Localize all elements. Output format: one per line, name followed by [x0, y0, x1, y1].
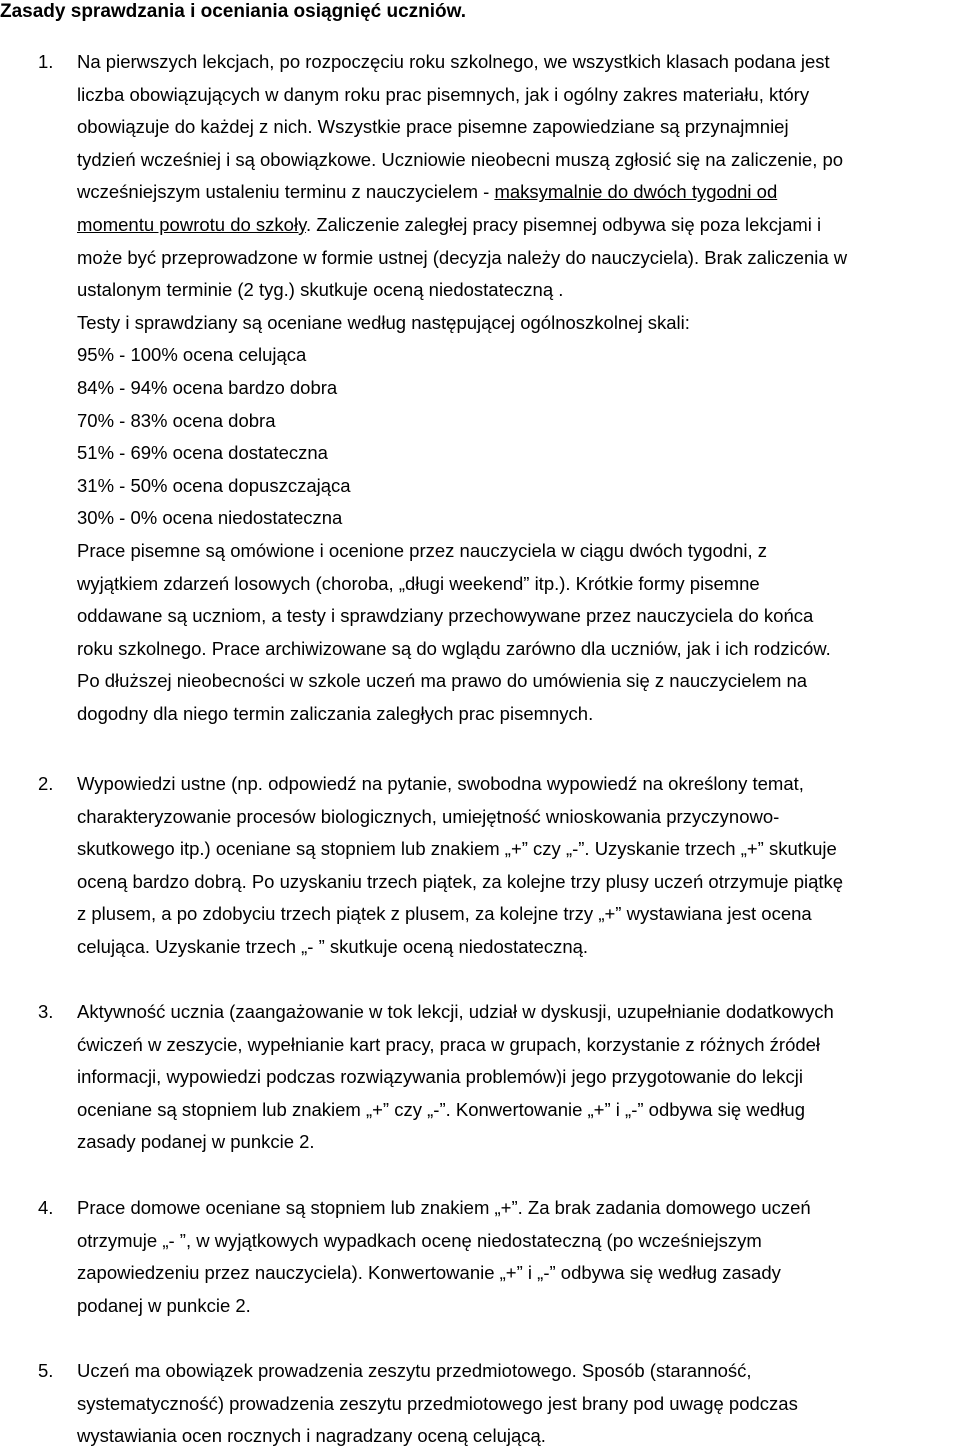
text-line: dogodny dla niego termin zaliczania zaległych prac pisemnych. [77, 702, 594, 724]
item-number: 3. [38, 1001, 54, 1022]
text-line: zapowiedzeniu przez nauczyciela). Konwertowanie „+” i „-” odbywa się według zasady [77, 1262, 781, 1284]
item-number: 4. [38, 1197, 54, 1218]
grade-scale-row: 31% - 50% ocena dopuszczająca [77, 474, 351, 496]
text-line: oceną bardzo dobrą. Po uzyskaniu trzech piątek, za kolejne trzy plusy uczeń otrzymuje piątkę [77, 870, 844, 892]
text-line: otrzymuje „- ”, w wyjątkowych wypadkach ocenę niedostateczną (po wcześniejszym [77, 1229, 762, 1251]
text-line: wystawiania ocen rocznych i nagradzany oceną celującą. [77, 1425, 546, 1447]
document-title: Zasady sprawdzania i oceniania osiągnięć uczniów. [0, 1, 466, 22]
item-number: 5. [38, 1360, 54, 1381]
text-line: może być przeprowadzone w formie ustnej (decyzja należy do nauczyciela). Brak zaliczenia w [77, 246, 848, 268]
text-line: Po dłuższej nieobecności w szkole uczeń ma prawo do umówienia się z nauczycielem na [77, 670, 808, 692]
text-line: Uczeń ma obowiązek prowadzenia zeszytu przedmiotowego. Sposób (staranność, [77, 1360, 752, 1381]
text-line: skutkowego itp.) oceniane są stopniem lub znakiem „+” czy „-”. Uzyskanie trzech „+” skutkuje [77, 838, 837, 860]
item-text [77, 46, 956, 730]
text-line: liczba obowiązujących w danym roku prac pisemnych, jak i ogólny zakres materiału, który [77, 83, 810, 105]
text-line: systematyczność) prowadzenia zeszytu przedmiotowego jest brany pod uwagę podczas [77, 1392, 798, 1414]
text-line: ustalonym terminie (2 tyg.) skutkuje oceną niedostateczną . [77, 279, 564, 301]
text-line: celująca. Uzyskanie trzech „- ” skutkuje oceną niedostateczną. [77, 935, 589, 957]
grade-scale-row: 51% - 69% ocena dostateczna [77, 442, 328, 464]
text-line: Prace domowe oceniane są stopniem lub znakiem „+”. Za brak zadania domowego uczeń [77, 1197, 811, 1218]
text-line: Aktywność ucznia (zaangażowanie w tok lekcji, udział w dyskusji, uzupełnianie dodatkowych [77, 1001, 834, 1022]
text-line: z plusem, a po zdobyciu trzech piątek z plusem, za kolejne trzy „+” wystawiana jest ocena [77, 903, 812, 925]
text-line: Wypowiedzi ustne (np. odpowiedź na pytanie, swobodna wypowiedź na określony temat, [77, 773, 804, 794]
item-text [77, 1355, 956, 1453]
text-line: charakteryzowanie procesów biologicznych, umiejętność wnioskowania przyczynowo- [77, 805, 780, 827]
grade-scale-row: 84% - 94% ocena bardzo dobra [77, 376, 338, 398]
text-line: oddawane są uczniom, a testy i sprawdziany przechowywane przez nauczyciela do końca [77, 605, 814, 627]
text-line: ćwiczeń w zeszycie, wypełnianie kart pracy, praca w grupach, korzystanie z różnych źródeł [77, 1033, 821, 1055]
text-line [77, 176, 956, 209]
item-number: 2. [38, 773, 54, 794]
item-text [77, 996, 956, 1159]
text-line: Prace pisemne są omówione i ocenione przez nauczyciela w ciągu dwóch tygodni, z [77, 539, 768, 561]
text-line [77, 209, 956, 242]
grade-scale-row: 95% - 100% ocena celująca [77, 344, 307, 366]
text-line: informacji, wypowiedzi podczas rozwiązywania problemów)i jego przygotowanie do lekcji [77, 1066, 803, 1088]
underlined-text: maksymalnie do dwóch tygodni od [494, 181, 778, 203]
grade-scale-row: 70% - 83% ocena dobra [77, 409, 276, 431]
text-line: obowiązuje do każdej z nich. Wszystkie prace pisemne zapowiedziane są przynajmniej [77, 116, 789, 138]
text-segment: wcześniejszym ustaleniu terminu z nauczycielem - [77, 181, 490, 203]
text-line: tydzień wcześniej i są obowiązkowe. Uczniowie nieobecni muszą zgłosić się na zaliczenie, po [77, 148, 844, 170]
text-line: Na pierwszych lekcjach, po rozpoczęciu roku szkolnego, we wszystkich klasach podana jest [77, 51, 830, 72]
item-number: 1. [38, 51, 54, 72]
text-line: podanej w punkcie 2. [77, 1294, 251, 1316]
text-line: oceniane są stopniem lub znakiem „+” czy „-”. Konwertowanie „+” i „-” odbywa się według [77, 1098, 805, 1120]
text-line: zasady podanej w punkcie 2. [77, 1131, 315, 1153]
item-text [77, 768, 956, 964]
item-text [77, 1192, 956, 1322]
text-line: wyjątkiem zdarzeń losowych (choroba, „długi weekend” itp.). Krótkie formy pisemne [77, 572, 760, 594]
text-line: roku szkolnego. Prace archiwizowane są do wglądu zarówno dla uczniów, jak i ich rodziców. [77, 637, 831, 659]
underlined-text: momentu powrotu do szkoły [77, 213, 306, 235]
text-line: Testy i sprawdziany są oceniane według następującej ogólnoszkolnej skali: [77, 311, 690, 333]
grade-scale-row: 30% - 0% ocena niedostateczna [77, 507, 343, 529]
text-segment: . Zaliczenie zaległej pracy pisemnej odbywa się poza lekcjami i [305, 213, 822, 235]
